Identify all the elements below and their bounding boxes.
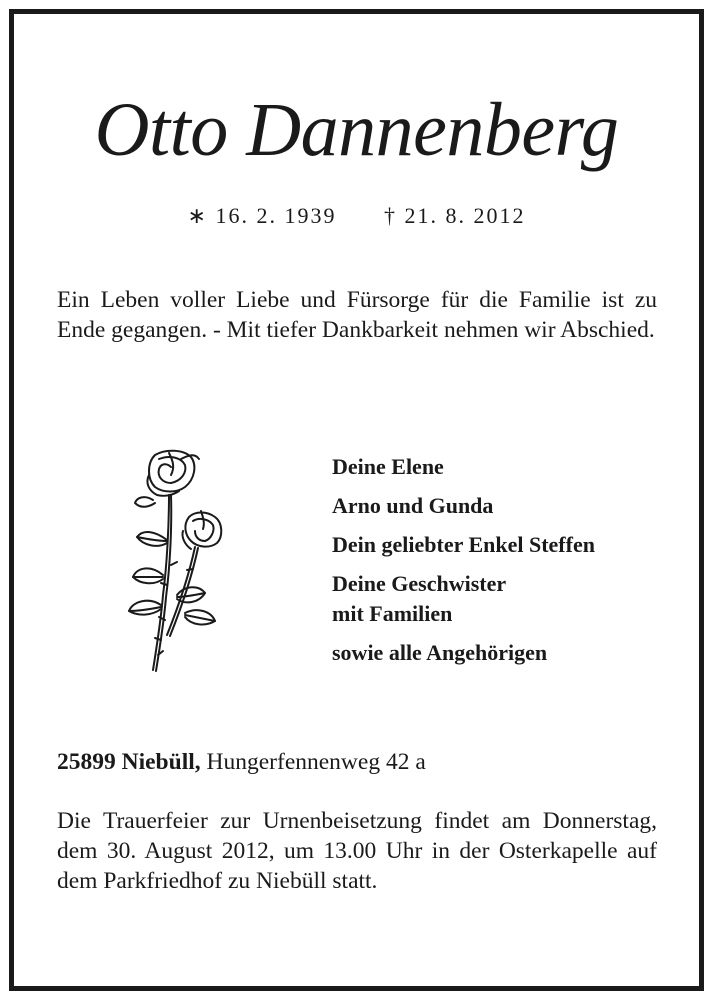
- mourner-line: Deine Elene: [332, 454, 444, 479]
- address-city: 25899 Niebüll,: [57, 749, 201, 775]
- mourner-line: Dein geliebter Enkel Steffen: [332, 532, 595, 557]
- mourner-line: sowie alle Angehörigen: [332, 640, 548, 665]
- mourners-list: [332, 452, 672, 668]
- address-street: Hungerfennenweg 42 a: [206, 749, 426, 775]
- death-date: † 21. 8. 2012: [383, 203, 526, 228]
- mourner-line: mit Familien: [332, 601, 453, 626]
- deceased-name: Otto Dannenberg: [94, 88, 619, 172]
- mourner-line: Arno und Gunda: [332, 493, 494, 518]
- service-text: Die Trauerfeier zur Urnenbeisetzung findet am Donnerstag, dem 30. August 2012, um 13.00 Uhr in der Osterkapelle auf dem Parkfriedhof zu Niebüll statt.: [57, 808, 657, 894]
- mourner-line: Deine Geschwister: [332, 571, 507, 596]
- birth-date: ∗ 16. 2. 1939: [187, 203, 337, 228]
- rose-icon: [125, 445, 230, 673]
- life-dates: [0, 203, 713, 229]
- intro-text: Ein Leben voller Liebe und Fürsorge für die Familie ist zu Ende gegangen. - Mit tiefer Dankbarkeit nehmen wir Abschied.: [57, 287, 657, 343]
- address: [57, 747, 657, 777]
